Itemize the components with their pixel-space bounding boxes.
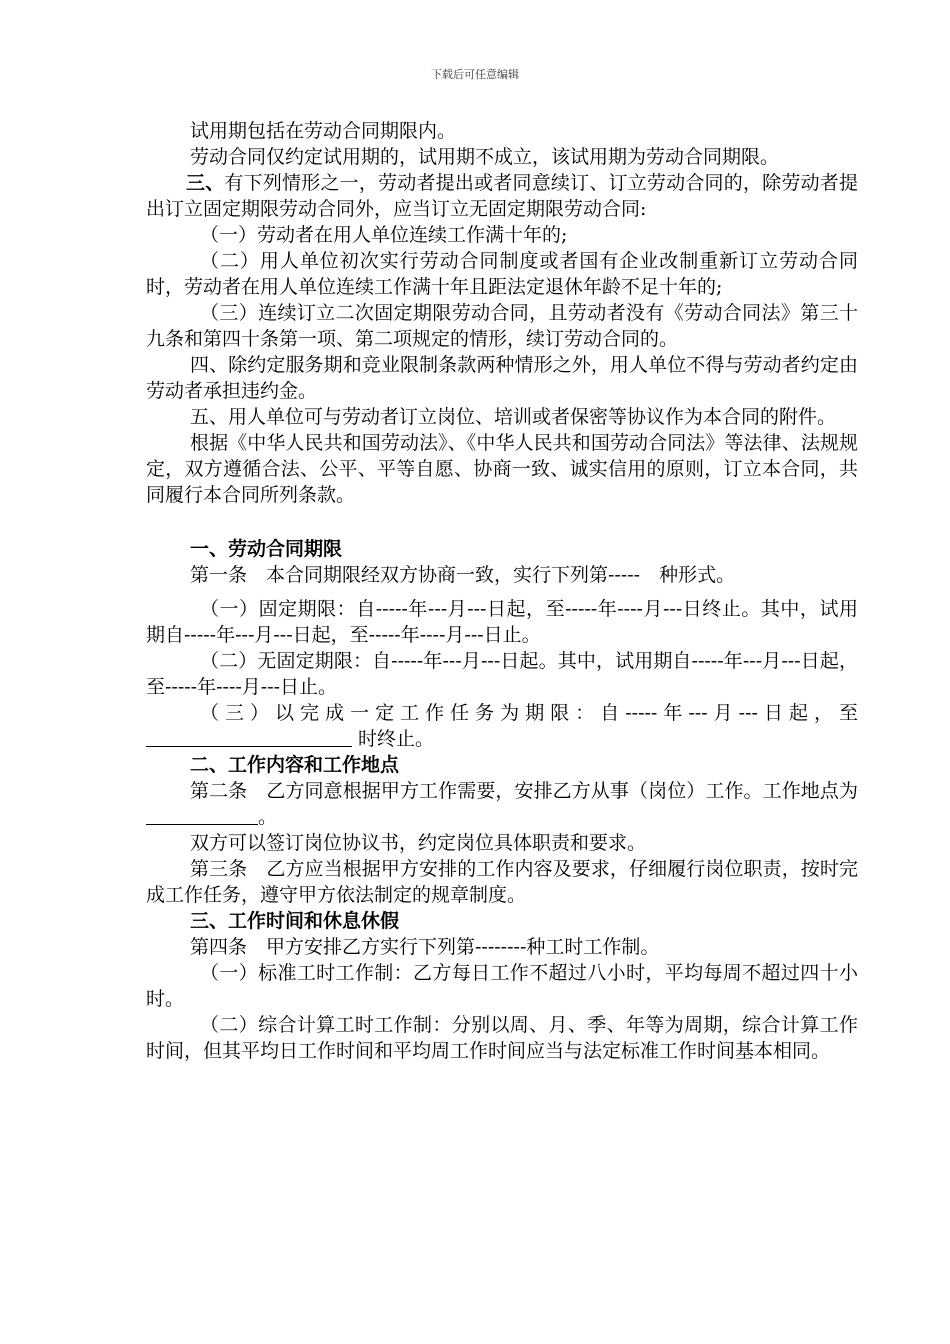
term-item-task-based [146, 700, 858, 752]
hours-item-comprehensive: （二）综合计算工时工作制：分别以周、月、季、年等为周期，综合计算工作时间，但其平均日工作时间和平均周工作时间应当与法定标准工作时间基本相同。 [146, 1014, 858, 1062]
work-location-blank[interactable] [146, 806, 258, 825]
term-item-task-based-start: （三）以完成一定工作任务为期限：自-----年---月---日起，至 [200, 702, 858, 724]
hours-item-standard: （一）标准工时工作制：乙方每日工作不超过八小时，平均每周不超过四十小时。 [146, 962, 858, 1010]
clause-three-label: 三、 [186, 172, 225, 194]
article-2-text: 第二条 乙方同意根据甲方工作需要，安排乙方从事（岗位）工作。工作地点为 [190, 780, 858, 802]
condition-item-2: （二）用人单位初次实行劳动合同制度或者国有企业改制重新订立劳动合同时，劳动者在用人单位连续工作满十年且距法定退休年龄不足十年的; [146, 250, 858, 298]
paragraph-probation-included: 试用期包括在劳动合同期限内。 [190, 120, 457, 142]
term-item-task-based-end: 时终止。 [358, 728, 435, 750]
article-2 [146, 778, 858, 830]
spacer [146, 588, 858, 596]
spacer [146, 508, 858, 536]
clause-three-text: 有下列情形之一，劳动者提出或者同意续订、订立劳动合同的，除劳动者提出订立固定期限劳动合同外，应当订立无固定期限劳动合同: [146, 172, 858, 220]
article-2-end: 。 [258, 806, 278, 828]
paragraph-clause-five: 五、用人单位可与劳动者订立岗位、培训或者保密等协议作为本合同的附件。 [190, 406, 837, 428]
paragraph-clause-four: 四、除约定服务期和竞业限制条款两种情形之外，用人单位不得与劳动者约定由劳动者承担违约金。 [146, 354, 858, 402]
article-1: 第一条 本合同期限经双方协商一致，实行下列第----- 种形式。 [190, 564, 736, 586]
condition-item-1: （一）劳动者在用人单位连续工作满十年的; [200, 224, 568, 246]
paragraph-legal-basis: 根据《中华人民共和国劳动法》、《中华人民共和国劳动合同法》等法律、法规规定，双方遵循合法、公平、平等自愿、协商一致、诚实信用的原则，订立本合同，共同履行本合同所列条款。 [146, 432, 858, 506]
document-body [146, 118, 858, 1064]
page-header-note: 下载后可任意编辑 [431, 68, 519, 81]
paragraph-probation-only: 劳动合同仅约定试用期的，试用期不成立，该试用期为劳动合同期限。 [190, 146, 780, 168]
article-4: 第四条 甲方安排乙方实行下列第--------种工时工作制。 [190, 936, 660, 958]
article-3: 第三条 乙方应当根据甲方安排的工作内容及要求，仔细履行岗位职责，按时完成工作任务，遵守甲方依法制定的规章制度。 [146, 858, 858, 906]
task-end-blank[interactable] [146, 728, 352, 747]
section-heading-work-content: 二、工作内容和工作地点 [190, 754, 400, 776]
section-heading-working-hours: 三、工作时间和休息休假 [190, 910, 400, 932]
paragraph-open-ended-conditions [146, 170, 858, 222]
condition-item-3: （三）连续订立二次固定期限劳动合同，且劳动者没有《劳动合同法》第三十九条和第四十条第一项、第二项规定的情形，续订劳动合同的。 [146, 302, 858, 350]
section-heading-contract-term: 一、劳动合同期限 [190, 538, 343, 560]
position-agreement-note: 双方可以签订岗位协议书，约定岗位具体职责和要求。 [190, 832, 647, 854]
term-item-fixed: （一）固定期限：自-----年---月---日起，至-----年----月---日终止。其中，试用期自-----年---月---日起，至-----年----月---日止。 [146, 598, 858, 646]
term-item-open-ended: （二）无固定期限：自-----年---月---日起。其中，试用期自-----年---月---日起，至-----年----月---日止。 [146, 650, 858, 698]
